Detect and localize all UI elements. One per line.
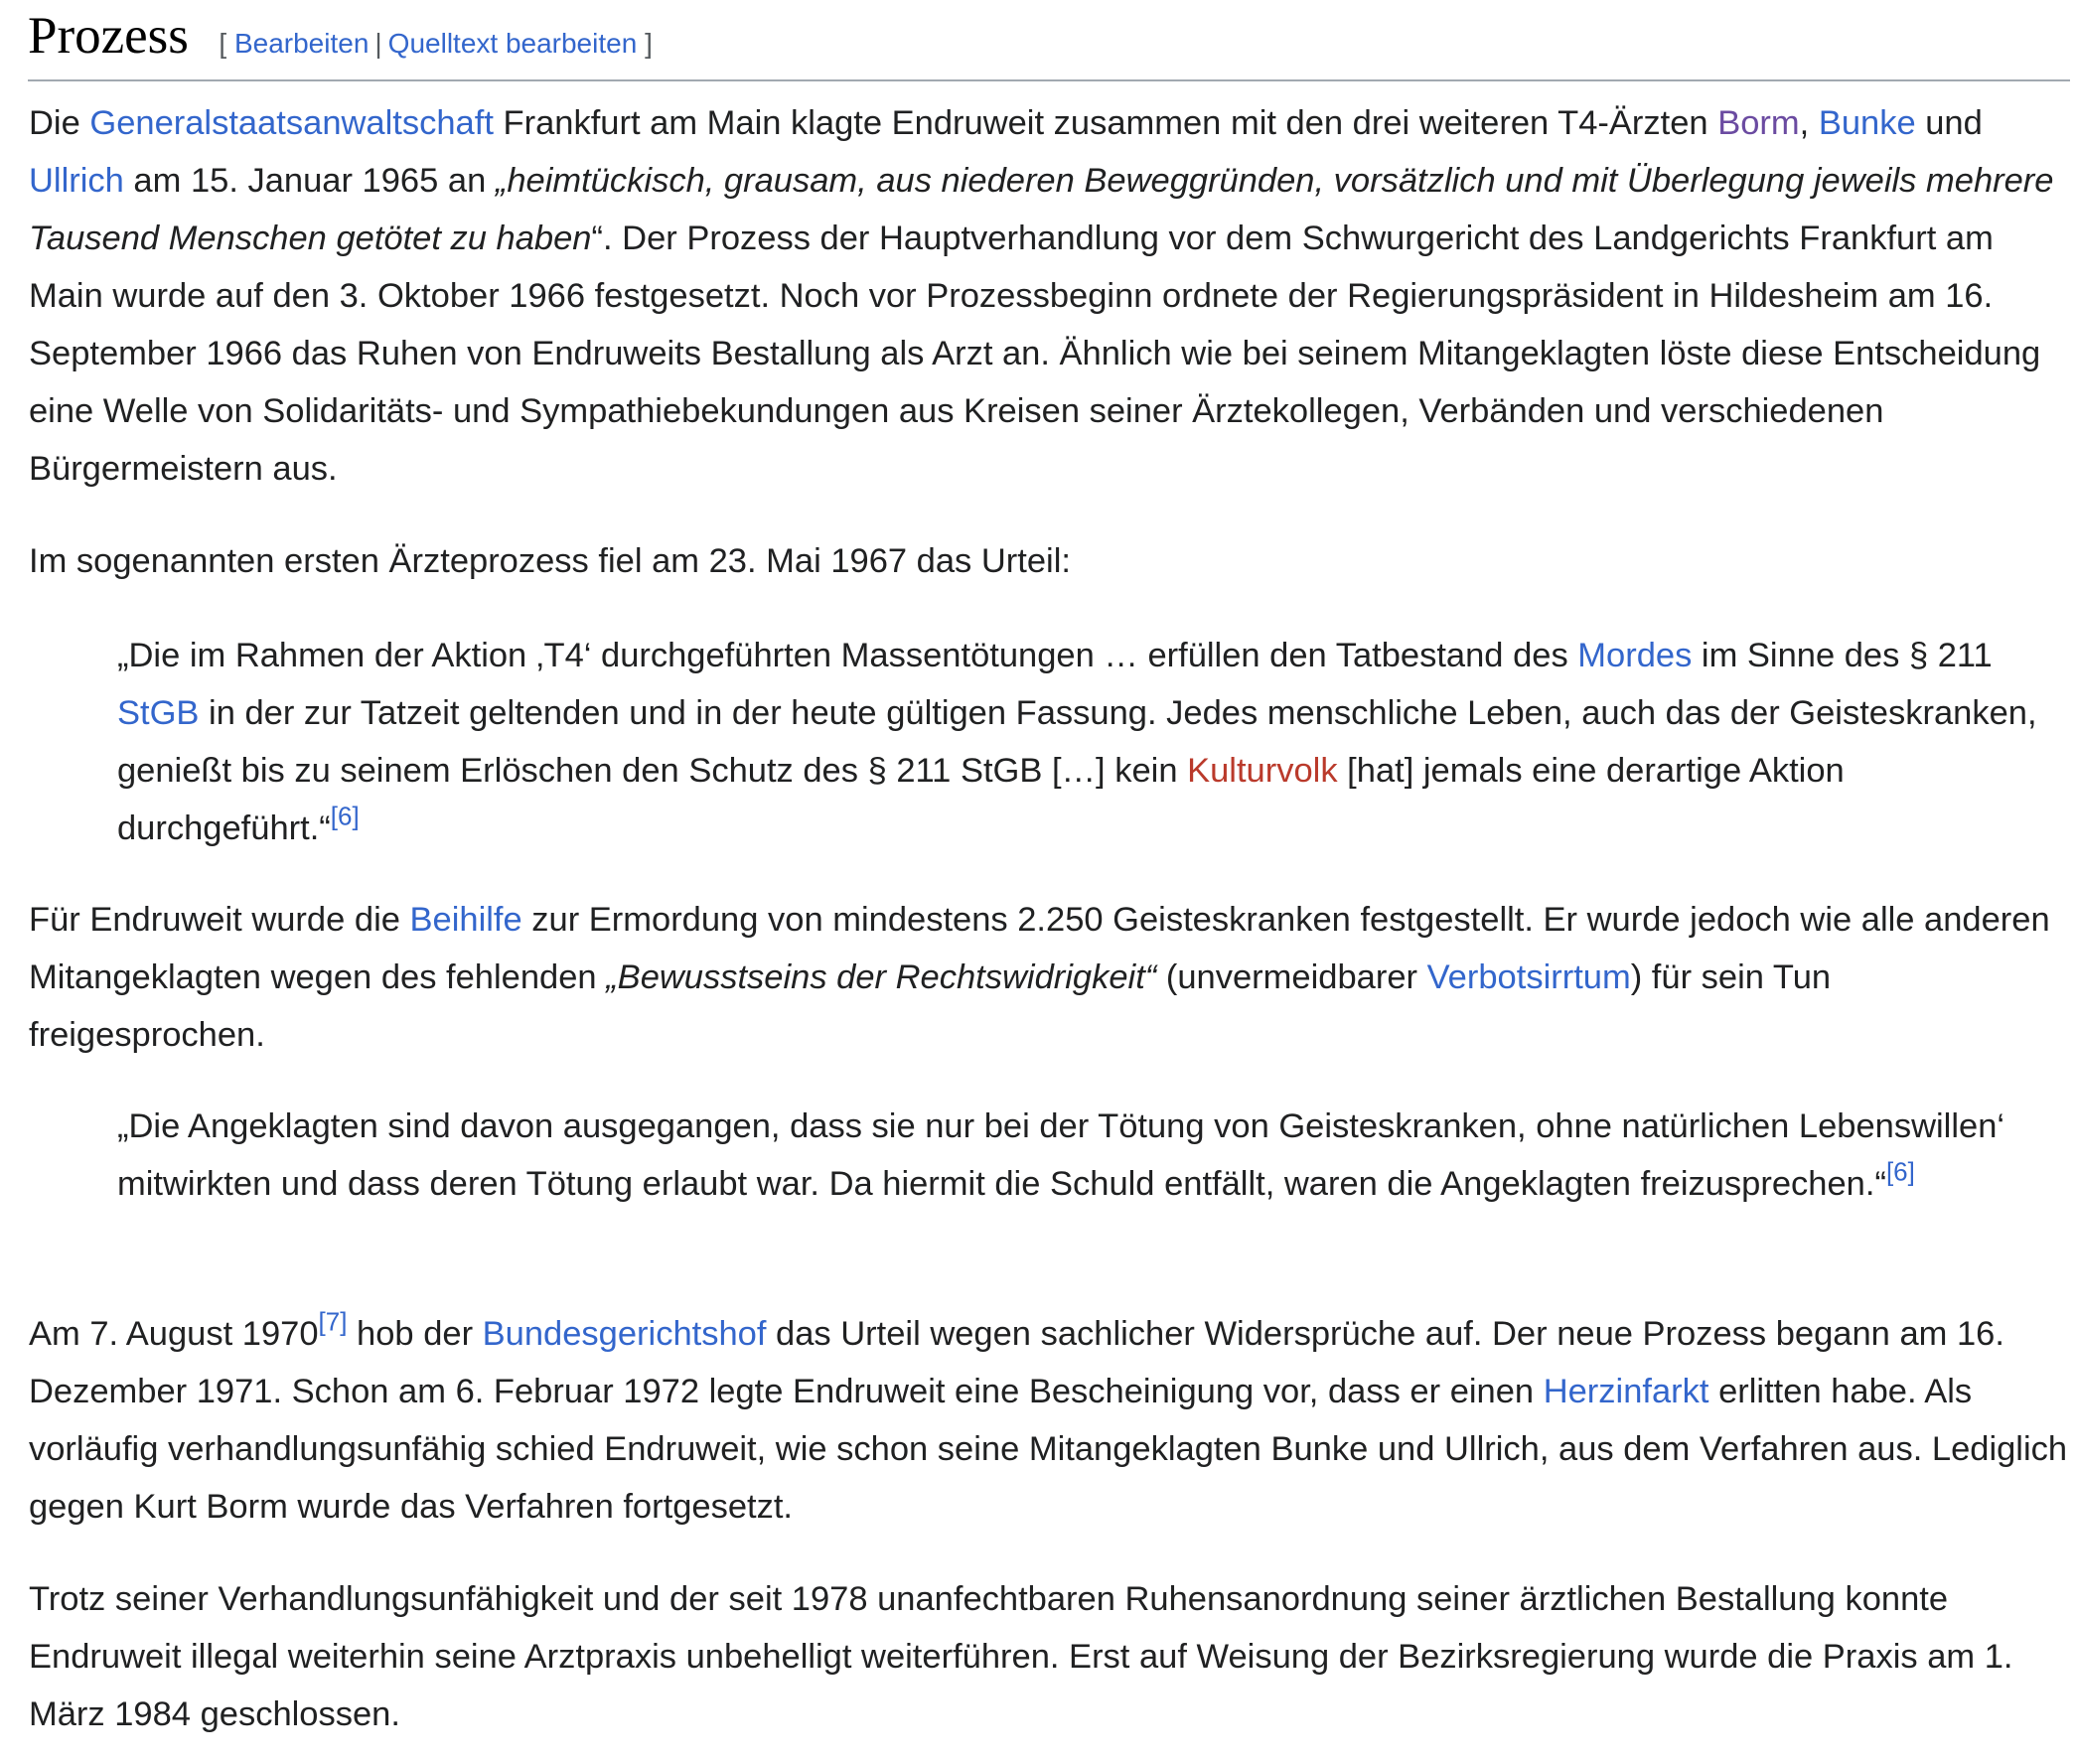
- bracket-open: [: [219, 28, 227, 59]
- reference-sup: [331, 802, 360, 831]
- link-ullrich[interactable]: Ullrich: [29, 162, 124, 200]
- text: im Sinne des § 211: [1692, 637, 1993, 674]
- edit-link[interactable]: Bearbeiten: [233, 28, 370, 59]
- reference-link-6[interactable]: [6]: [330, 801, 360, 831]
- blockquote-acquittal: [117, 1098, 2064, 1213]
- section-heading: [28, 6, 2070, 81]
- link-kulturvolk[interactable]: Kulturvolk: [1187, 752, 1338, 790]
- paragraph-bgh: [29, 1305, 2073, 1536]
- paragraph-acquittal: [29, 891, 2073, 1064]
- text: hob der: [347, 1315, 483, 1353]
- text: und: [1915, 104, 1983, 142]
- link-bunke[interactable]: Bunke: [1818, 104, 1916, 142]
- text: am 15. Januar 1965 an: [123, 162, 496, 200]
- link-herzinfarkt[interactable]: Herzinfarkt: [1543, 1373, 1709, 1410]
- emphasis-rechtswidrigkeit: „Bewusstseins der Rechtswidrigkeit“: [606, 958, 1157, 996]
- text: (unvermeidbarer: [1156, 958, 1427, 996]
- edit-separator: |: [374, 28, 382, 59]
- text: in der zur Tatzeit geltenden und in der heute gültigen Fassung. Jedes menschliche Leben, auch das der Geisteskranken, genießt bis zu seinem Erlöschen den Schutz des § 211 StGB […] kein: [117, 694, 2037, 790]
- text: Frankfurt am Main klagte Endruweit zusammen mit den drei weiteren T4-Ärzten: [493, 104, 1718, 142]
- text: ) für sein Tun freigesprochen.: [29, 958, 1832, 1054]
- paragraph-indictment: [29, 94, 2073, 498]
- link-stgb[interactable]: StGB: [117, 694, 200, 732]
- text: das Urteil wegen sachlicher Widersprüche auf. Der neue Prozess begann am 16. Dezember 1971. Schon am 6. Februar 1972 legte Endruweit eine Bescheinigung vor, dass er einen: [29, 1315, 2004, 1410]
- text: “. Der Prozess der Hauptverhandlung vor dem Schwurgericht des Landgerichts Frankfurt am Main wurde auf den 3. Oktober 1966 festgesetzt. Noch vor Prozessbeginn ordnete der Regierungspräsident in Hildesheim am 16. September 1966 das Ruhen von Endruweits Bestallung als Arzt an. Ähnlich wie bei seinem Mitangeklagten löste diese Entscheidung eine Welle von Solidaritäts- und Sympathiebekundungen aus Kreisen seiner Ärztekollegen, Verbänden und verschiedenen Bürgermeistern aus.: [29, 220, 2041, 488]
- edit-source-link[interactable]: Quelltext bearbeiten: [387, 28, 638, 59]
- text: [hat] jemals eine derartige Aktion durchgeführt.“: [117, 752, 1845, 847]
- link-verbotsirrtum[interactable]: Verbotsirrtum: [1426, 958, 1631, 996]
- link-bundesgerichtshof[interactable]: Bundesgerichtshof: [482, 1315, 767, 1353]
- reference-link-6[interactable]: [6]: [1885, 1156, 1915, 1187]
- edit-section-links: [219, 28, 652, 59]
- indictment-quote: „heimtückisch, grausam, aus niederen Beweggründen, vorsätzlich und mit Überlegung jeweils mehrere Tausend Menschen getötet zu haben: [29, 162, 2054, 257]
- text: Die: [29, 104, 90, 142]
- link-borm[interactable]: Borm: [1717, 104, 1800, 142]
- text: „Die Angeklagten sind davon ausgegangen, dass sie nur bei der Tötung von Geisteskranken, ohne natürlichen Lebenswillen‘ mitwirkten und dass deren Tötung erlaubt war. Da hiermit die Schuld entfällt, waren die Angeklagten freizusprechen.“: [117, 1107, 2005, 1203]
- link-generalstaatsanwaltschaft[interactable]: Generalstaatsanwaltschaft: [89, 104, 494, 142]
- bracket-close: ]: [645, 28, 653, 59]
- link-mordes[interactable]: Mordes: [1577, 637, 1693, 674]
- paragraph-verdict-intro: Im sogenannten ersten Ärzteprozess fiel am 23. Mai 1967 das Urteil:: [29, 542, 1071, 580]
- reference-link-7[interactable]: [7]: [318, 1306, 348, 1337]
- reference-sup: [1886, 1157, 1915, 1187]
- text: Am 7. August 1970: [29, 1315, 319, 1353]
- section-title: Prozess: [28, 7, 189, 65]
- text: zur Ermordung von mindestens 2.250 Geisteskranken festgestellt. Er wurde jedoch wie alle anderen Mitangeklagten wegen des fehlenden: [29, 901, 2050, 996]
- paragraph-practice: Trotz seiner Verhandlungsunfähigkeit und der seit 1978 unanfechtbaren Ruhensanordnung seiner ärztlichen Bestallung konnte Endruweit illegal weiterhin seine Arztpraxis unbehelligt weiterführen. Erst auf Weisung der Bezirksregierung wurde die Praxis am 1. März 1984 geschlossen.: [29, 1580, 2013, 1733]
- reference-sup: [319, 1307, 348, 1337]
- link-beihilfe[interactable]: Beihilfe: [409, 901, 522, 939]
- text: erlitten habe. Als vorläufig verhandlungsunfähig schied Endruweit, wie schon seine Mitangeklagten Bunke und Ullrich, aus dem Verfahren aus. Lediglich gegen Kurt Borm wurde das Verfahren fortgesetzt.: [29, 1373, 2068, 1526]
- text: ,: [1799, 104, 1819, 142]
- text: „Die im Rahmen der Aktion ‚T4‘ durchgeführten Massentötungen … erfüllen den Tatbestand des: [117, 637, 1578, 674]
- text: Für Endruweit wurde die: [29, 901, 410, 939]
- blockquote-verdict: [117, 627, 2064, 857]
